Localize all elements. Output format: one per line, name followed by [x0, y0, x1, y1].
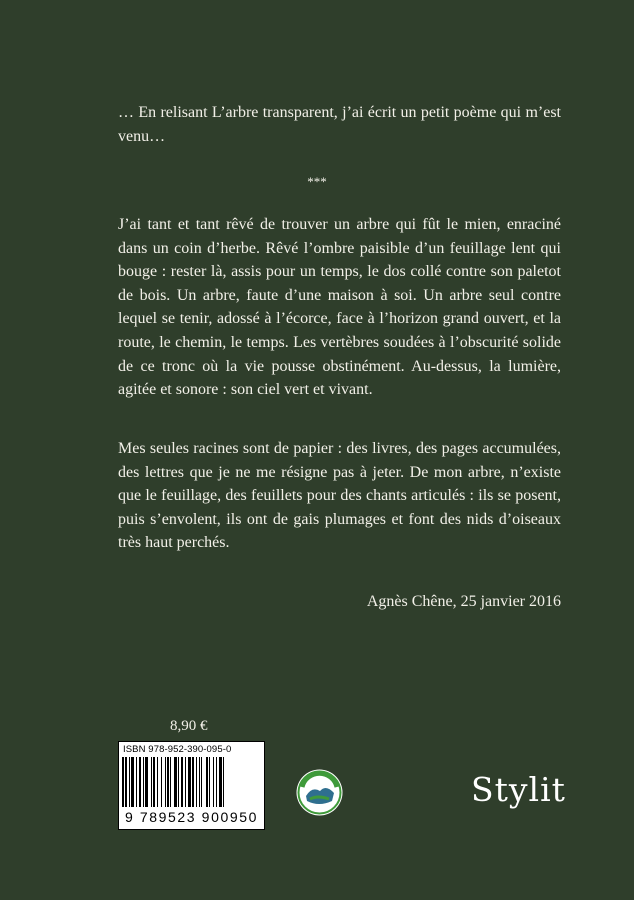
intro-text: … En relisant L’arbre transparent, j’ai écrit un petit poème qui m’est venu…	[118, 104, 561, 145]
poem-paragraph-1: J’ai tant et tant rêvé de trouver un arbre qui fût le mien, enraciné dans un coin d’herbe. Rêvé l’ombre paisible d’un feuillage lent qui bouge : rester là, assis pour un temps, le dos collé contre son paletot de bois. Un arbre, faute d’une maison à soi. Un arbre seul contre lequel se tenir, adossé à l’écorce, face à l’horizon grand ouvert, et la route, le chemin, le temps. Les vertèbres soudées à l’obscurité solide de ce tronc où la vie pousse obstinément. Au-dessus, la lumière, agitée et sonore : son ciel vert et vivant.	[118, 216, 561, 399]
separator: ***	[307, 174, 327, 189]
poem-paragraph-2: Mes seules racines sont de papier : des livres, des pages accumulées, des lettres que je ne me résigne pas à jeter. De mon arbre, n’existe que le feuillage, des feuillets pour des chants articulés : ils se posent, puis s’envolent, ils ont de gais plumages et font des nids d’oiseaux très haut perchés.	[118, 440, 561, 552]
publisher-logo: Stylit	[471, 770, 566, 809]
barcode	[118, 741, 265, 830]
imprim-vert-seal-icon	[296, 769, 343, 816]
barcode-digits: 9 789523 900950	[121, 807, 262, 827]
isbn-label: ISBN 978-952-390-095-0	[123, 744, 232, 755]
price: 8,90 €	[170, 718, 208, 734]
signature: Agnès Chêne, 25 janvier 2016	[366, 593, 561, 610]
